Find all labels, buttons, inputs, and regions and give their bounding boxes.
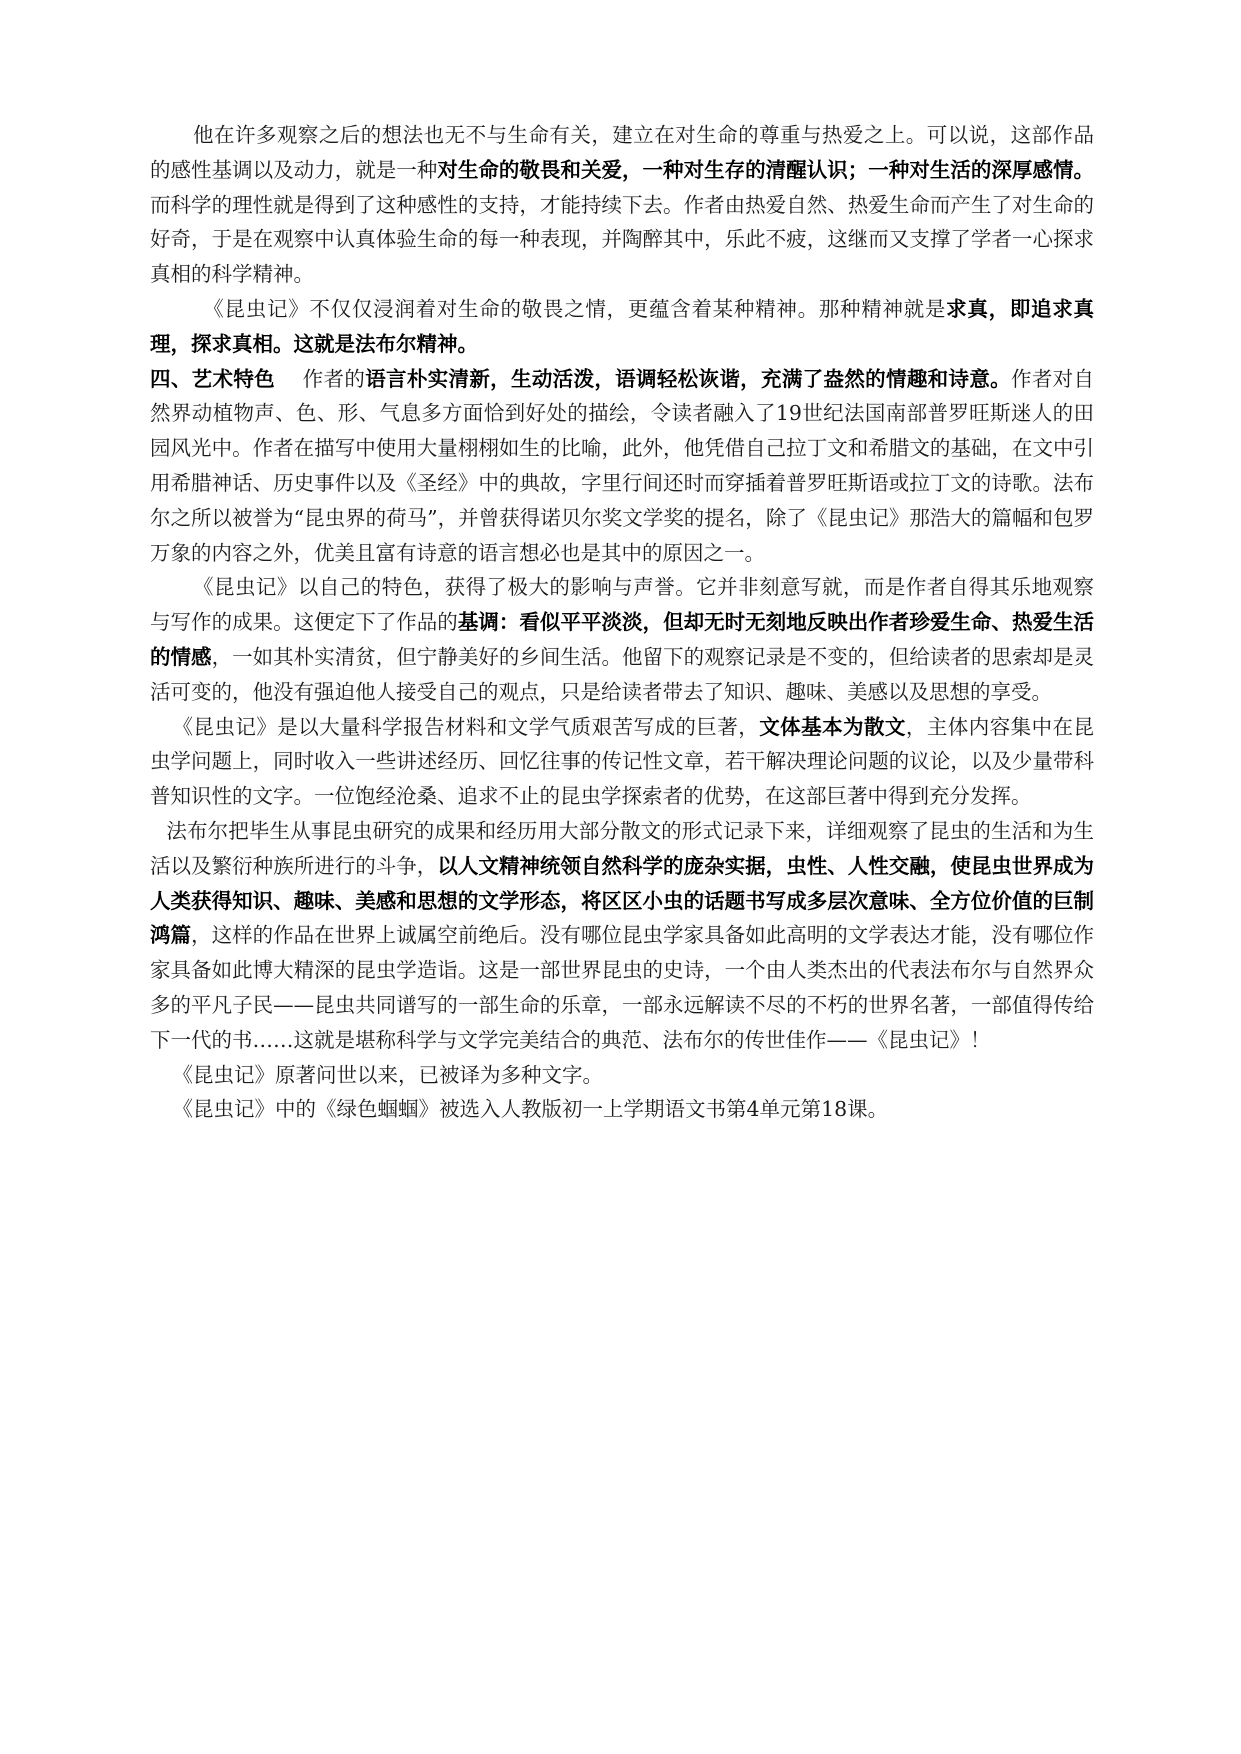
paragraph-fabre-spirit xyxy=(150,292,1094,362)
text-run: ，主体内容集中在昆虫学问题上，同时收入一些讲述经历、回忆往事的传记性文章，若干解决理论问题的议论，以及少量带科普知识性的文字。一位饱经沧桑、追求不止的昆虫学探索者的优势，在这部巨著中得到充分发挥。 xyxy=(150,714,1095,809)
bold-text-run: 基调：看似平平淡淡，但却无时无刻地反映出作者珍爱生命、热爱生活的情感 xyxy=(150,610,1095,669)
paragraph-artistic-features xyxy=(150,362,1094,571)
paragraph-epic xyxy=(150,814,1094,1058)
text-run: 作者的 xyxy=(275,366,366,391)
text-run: 《昆虫记》中的《绿色蝈蝈》被选入人教版初一上学期语文书第4单元第18课。 xyxy=(172,1097,889,1122)
paragraph-genre xyxy=(150,710,1094,814)
bold-text-run: 以人文精神统领自然科学的庞杂实据，虫性、人性交融，使昆虫世界成为人类获得知识、趣味、美感和思想的文学形态，将区区小虫的话题书写成多层次意味、全方位价值的巨制鸿篇 xyxy=(150,853,1094,948)
text-run: 他在许多观察之后的想法也无不与生命有关，建立在对生命的尊重与热爱之上。可以说，这部作品的感性基调以及动力，就是一种 xyxy=(150,123,1094,182)
bold-text-run: 对生命的敬畏和关爱，一种对生存的清醒认识；一种对生活的深厚感情。 xyxy=(437,157,1094,182)
paragraph-life-respect xyxy=(150,118,1094,292)
bold-text-run: 语言朴实清新，生动活泼，语调轻松诙谐，充满了盎然的情趣和诗意。 xyxy=(365,366,1011,391)
text-run: 《昆虫记》以自己的特色，获得了极大的影响与声誉。它并非刻意写就，而是作者自得其乐地观察与写作的成果。这便定下了作品的 xyxy=(150,575,1094,635)
text-run: ，这样的作品在世界上诚属空前绝后。没有哪位昆虫学家具备如此高明的文学表达才能，没有哪位作家具备如此博大精深的昆虫学造诣。这是一部世界昆虫的史诗，一个由人类杰出的代表法布尔与自然界众多的平凡子民——昆虫共同谱写的一部生命的乐章，一部永远解读不尽的不朽的世界名著，一部值得传给下一代的书……这就是堪称科学与文学完美结合的典范、法布尔的传世佳作——《昆虫记》！ xyxy=(150,923,1094,1052)
text-run: 《昆虫记》是以大量科学报告材料和文学气质艰苦写成的巨著， xyxy=(172,714,760,739)
bold-text-run: 文体基本为散文 xyxy=(759,714,906,739)
text-run: 法布尔把毕生从事昆虫研究的成果和经历用大部分散文的形式记录下来，详细观察了昆虫的生活和为生活以及繁衍种族所进行的斗争， xyxy=(150,818,1094,878)
text-run: ，一如其朴实清贫，但宁静美好的乡间生活。他留下的观察记录是不变的，但给读者的思索却是灵活可变的，他没有强迫他人接受自己的观点，只是给读者带去了知识、趣味、美感以及思想的享受。 xyxy=(150,644,1095,704)
text-run: 作者对自然界动植物声、色、形、气息多方面恰到好处的描绘，令读者融入了19世纪法国南部普罗旺斯迷人的田园风光中。作者在描写中使用大量栩栩如生的比喻，此外，他凭借自己拉丁文和希腊文的基础，在文中引用希腊神话、历史事件以及《圣经》中的典故，字里行间还时而穿插着普罗旺斯语或拉丁文的诗歌。法布尔之所以被誉为“昆虫界的荷马”，并曾获得诺贝尔奖文学奖的提名，除了《昆虫记》那浩大的篇幅和包罗万象的内容之外，优美且富有诗意的语言想必也是其中的原因之一。 xyxy=(150,366,1094,565)
text-run: 《昆虫记》原著问世以来，已被译为多种文字。 xyxy=(172,1062,604,1087)
paragraph-textbook xyxy=(150,1092,1094,1127)
text-run: 《昆虫记》不仅仅浸润着对生命的敬畏之情，更蕴含着某种精神。那种精神就是 xyxy=(203,296,947,321)
paragraph-reputation xyxy=(150,570,1094,709)
section-heading: 四、艺术特色 xyxy=(150,366,275,391)
text-run: 而科学的理性就是得到了这种感性的支持，才能持续下去。作者由热爱自然、热爱生命而产生了对生命的好奇，于是在观察中认真体验生命的每一种表现，并陶醉其中，乐此不疲，这继而又支撑了学者一心探求真相的科学精神。 xyxy=(150,192,1094,287)
document-page xyxy=(150,118,1094,1127)
bold-text-run: 求真，即追求真理，探求真相。这就是法布尔精神。 xyxy=(150,296,1095,356)
paragraph-translations xyxy=(150,1058,1094,1093)
